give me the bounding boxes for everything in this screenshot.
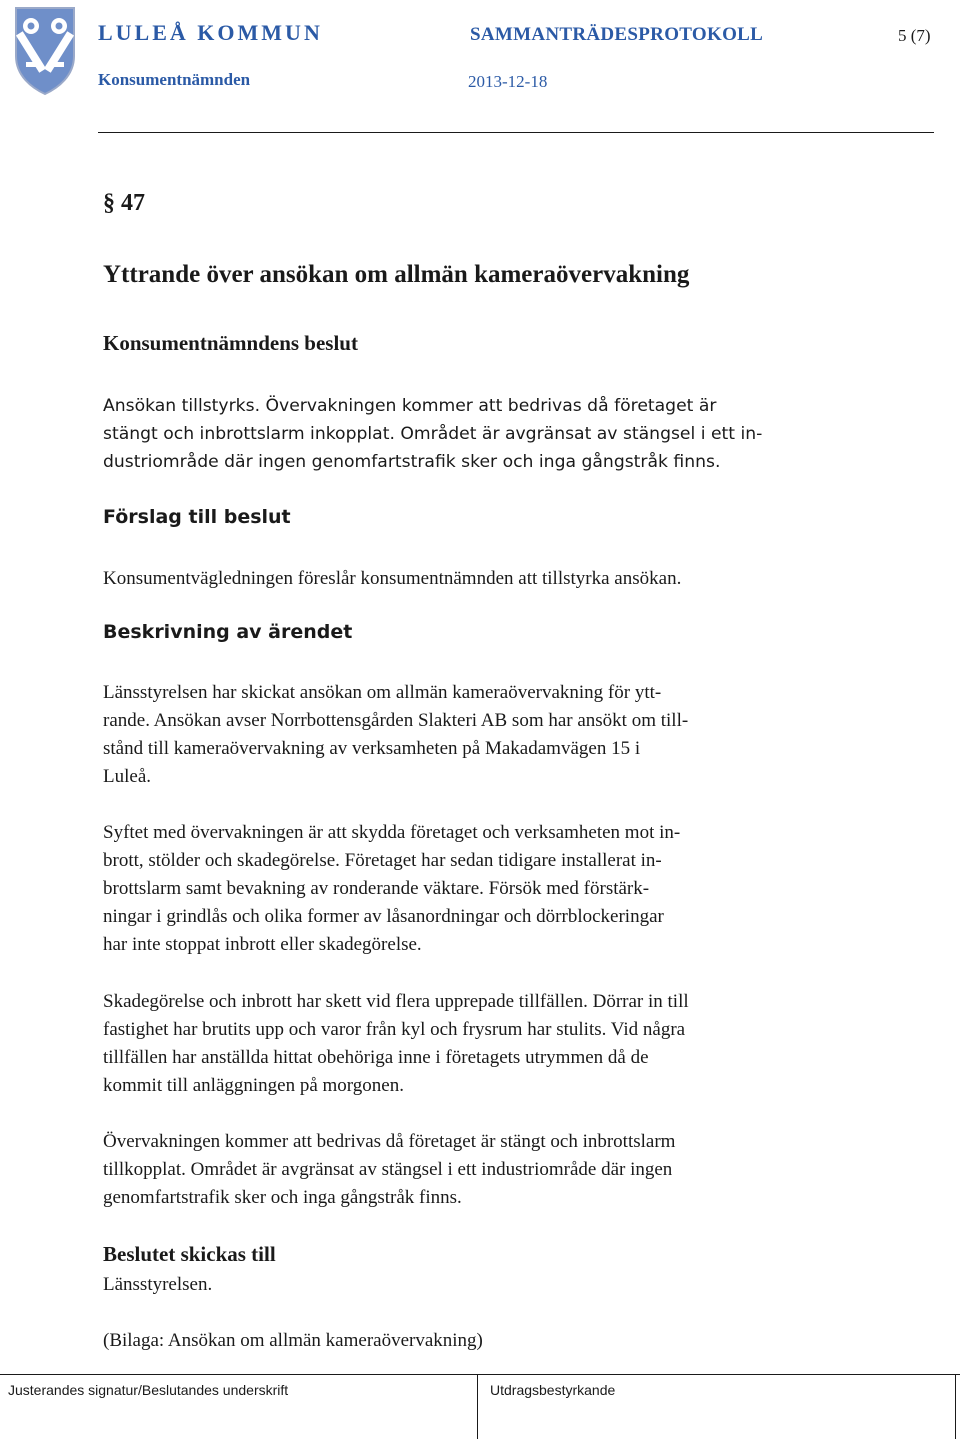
description-heading: Beskrivning av ärendet bbox=[103, 621, 353, 643]
text-line: genomfartstrafik sker och inga gångstråk finns. bbox=[103, 1187, 462, 1208]
footer-column-divider bbox=[477, 1374, 478, 1439]
description-paragraph-4 bbox=[103, 1128, 675, 1212]
text-line: stånd till kameraövervakning av verksamheten på Makadamvägen 15 i bbox=[103, 738, 641, 759]
organization-name: LULEÅ KOMMUN bbox=[98, 20, 323, 45]
text-line: Ansökan tillstyrks. Övervakningen kommer att bedrivas då företaget är bbox=[103, 396, 717, 416]
decision-heading: Konsumentnämndens beslut bbox=[103, 331, 358, 355]
text-line: brott, stölder och skadegörelse. Företaget har sedan tidigare installerat in- bbox=[103, 850, 662, 871]
text-line: brottslarm samt bevakning av ronderande väktare. Försök med förstärk- bbox=[103, 878, 650, 899]
attachment-note bbox=[103, 1327, 483, 1355]
header-divider bbox=[98, 132, 934, 133]
text-line: Konsumentvägledningen föreslår konsumentnämnden att tillstyrka ansökan. bbox=[103, 568, 682, 589]
committee-name: Konsumentnämnden bbox=[98, 70, 251, 89]
section-symbol: § bbox=[103, 190, 115, 216]
text-line: tillfällen har anställda hittat obehöriga inne i företagets utrymmen då de bbox=[103, 1047, 649, 1068]
text-line: tillkopplat. Området är avgränsat av stängsel i ett industriområde där ingen bbox=[103, 1159, 673, 1180]
page-title: Yttrande över ansökan om allmän kameraövervakning bbox=[103, 261, 690, 288]
section-number bbox=[103, 190, 145, 217]
signature-label: Justerandes signatur/Beslutandes underskrift bbox=[8, 1382, 289, 1398]
footer-right-border bbox=[955, 1374, 956, 1439]
description-paragraph-3 bbox=[103, 988, 689, 1100]
page-number: 5 (7) bbox=[898, 26, 931, 45]
text-line: Länsstyrelsen. bbox=[103, 1274, 213, 1295]
text-line: (Bilaga: Ansökan om allmän kameraövervakning) bbox=[103, 1330, 483, 1351]
text-line: Luleå. bbox=[103, 766, 152, 787]
text-line: ningar i grindlås och olika former av låsanordningar och dörrblockeringar bbox=[103, 906, 664, 927]
description-paragraph-2 bbox=[103, 819, 680, 959]
sent-to-heading: Beslutet skickas till bbox=[103, 1242, 276, 1266]
document-type: SAMMANTRÄDESPROTOKOLL bbox=[470, 24, 764, 45]
text-line: Skadegörelse och inbrott har skett vid flera upprepade tillfällen. Dörrar in till bbox=[103, 991, 689, 1012]
decision-text bbox=[103, 392, 762, 476]
extract-certification-label: Utdragsbestyrkande bbox=[490, 1382, 616, 1398]
text-line: dustriområde där ingen genomfartstrafik sker och inga gångstråk finns. bbox=[103, 452, 721, 472]
text-line: fastighet har brutits upp och varor från kyl och frysrum har stulits. Vid några bbox=[103, 1019, 686, 1040]
text-line: Syftet med övervakningen är att skydda företaget och verksamheten mot in- bbox=[103, 822, 681, 843]
section-number-value: 47 bbox=[121, 190, 145, 216]
text-line: har inte stoppat inbrott eller skadegörelse. bbox=[103, 934, 422, 955]
footer-divider bbox=[0, 1374, 960, 1375]
text-line: Övervakningen kommer att bedrivas då företaget är stängt och inbrottslarm bbox=[103, 1131, 676, 1152]
meeting-date: 2013-12-18 bbox=[468, 72, 548, 91]
proposal-text bbox=[103, 565, 681, 593]
text-line: kommit till anläggningen på morgonen. bbox=[103, 1075, 404, 1096]
text-line: Länsstyrelsen har skickat ansökan om allmän kameraövervakning för ytt- bbox=[103, 682, 662, 703]
text-line: rande. Ansökan avser Norrbottensgården Slakteri AB som har ansökt om till- bbox=[103, 710, 689, 731]
text-line: stängt och inbrottslarm inkopplat. Området är avgränsat av stängsel i ett in- bbox=[103, 424, 763, 444]
proposal-heading: Förslag till beslut bbox=[103, 506, 291, 528]
description-paragraph-1 bbox=[103, 679, 688, 791]
sent-to-recipient bbox=[103, 1271, 212, 1299]
lulea-coat-of-arms-icon bbox=[12, 4, 78, 96]
